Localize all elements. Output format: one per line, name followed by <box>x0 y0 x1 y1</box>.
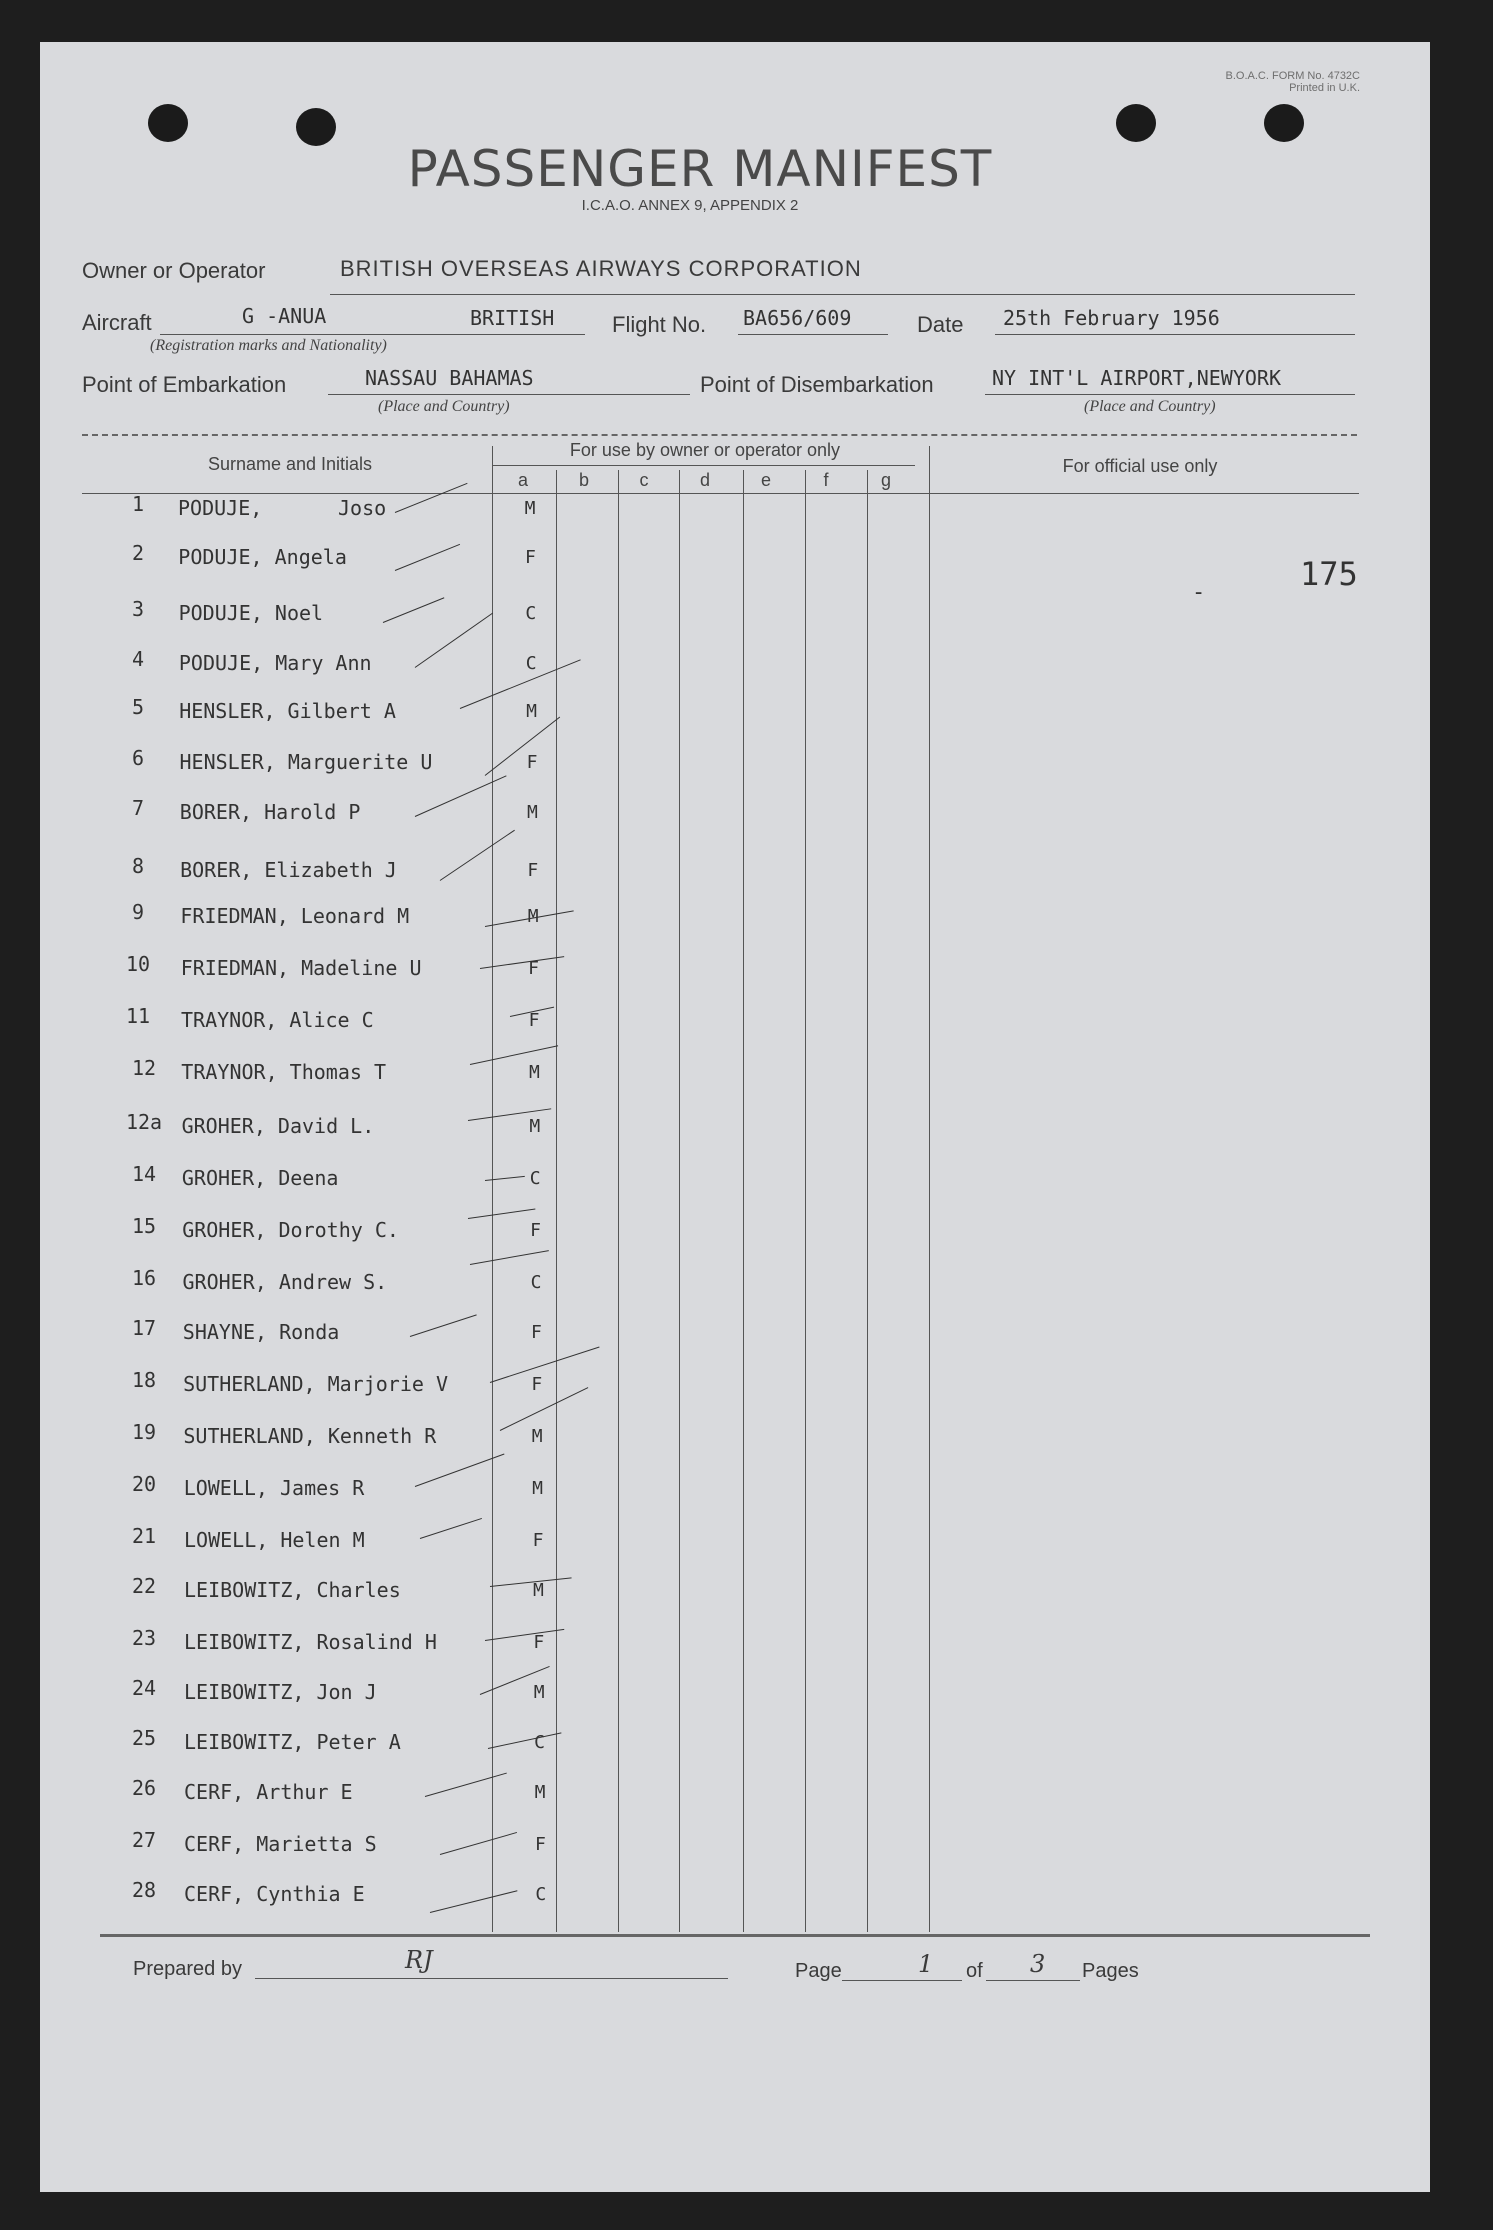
passenger-category: M <box>524 498 536 519</box>
passenger-category: M <box>534 1782 546 1803</box>
aircraft-label: Aircraft <box>82 310 152 335</box>
row-number: 22 <box>131 1574 157 1598</box>
row-number: 2 <box>131 541 145 565</box>
passenger-category: F <box>528 958 540 979</box>
page-subtitle: I.C.A.O. ANNEX 9, APPENDIX 2 <box>581 197 799 214</box>
passenger-category: F <box>530 1322 542 1343</box>
passenger-category: C <box>535 1884 547 1905</box>
header-bottom-rule <box>82 493 1359 494</box>
column-divider <box>867 470 868 1932</box>
flight-label: Flight No. <box>612 312 707 337</box>
row-number: 12 <box>131 1056 157 1080</box>
row-number: 14 <box>131 1162 157 1186</box>
passenger-category: C <box>530 1272 542 1293</box>
row-number: 20 <box>131 1472 157 1496</box>
passenger-name: FRIEDMAN, Leonard M <box>180 904 410 928</box>
column-header-b: b <box>578 470 589 490</box>
column-divider <box>618 470 619 1932</box>
passenger-name: BORER, Elizabeth J <box>180 858 397 882</box>
column-header-g: g <box>880 470 891 490</box>
passenger-name: LEIBOWITZ, Jon J <box>184 1680 377 1704</box>
page-number: 1 <box>918 1950 934 1978</box>
row-number: 27 <box>131 1828 157 1852</box>
disembarkation-note: (Place and Country) <box>1084 398 1216 415</box>
passenger-name: SHAYNE, Ronda <box>182 1320 340 1344</box>
passenger-category: F <box>524 547 536 568</box>
column-header-d: d <box>699 470 710 490</box>
column-divider <box>743 470 744 1932</box>
disembarkation-label: Point of Disembarkation <box>700 372 934 397</box>
passenger-name: PODUJE, Angela <box>178 545 347 569</box>
row-number: 16 <box>131 1266 157 1290</box>
passenger-category: M <box>527 906 539 927</box>
passenger-name: GROHER, Deena <box>181 1166 339 1190</box>
passenger-given-name: Joso <box>338 496 387 520</box>
row-number: 24 <box>131 1676 157 1700</box>
embarkation-underline <box>328 394 690 395</box>
passenger-category: C <box>529 1168 541 1189</box>
passenger-category: M <box>526 802 538 823</box>
passenger-category: M <box>532 1580 544 1601</box>
embarkation-note: (Place and Country) <box>378 398 510 415</box>
page-title: PASSENGER MANIFEST <box>407 140 993 198</box>
passenger-name: FRIEDMAN, Madeline U <box>180 956 422 980</box>
prepared-by-label: Prepared by <box>133 1958 242 1980</box>
disembarkation-value: NY INT'L AIRPORT,NEWYORK <box>992 366 1281 390</box>
passenger-category: F <box>527 860 539 881</box>
passenger-category: F <box>531 1374 543 1395</box>
of-label: of <box>966 1960 983 1982</box>
form-number-line: B.O.A.C. FORM No. 4732C <box>1225 70 1360 82</box>
prepared-by-signature: RJ <box>405 1946 433 1974</box>
passenger-name: LEIBOWITZ, Rosalind H <box>184 1630 437 1654</box>
column-header-a: a <box>517 470 528 490</box>
row-number: 6 <box>131 746 145 770</box>
row-number: 5 <box>131 695 145 719</box>
disembarkation-underline <box>985 394 1355 395</box>
passenger-category: M <box>528 1062 540 1083</box>
passenger-category: F <box>534 1834 546 1855</box>
passenger-category: M <box>526 701 538 722</box>
passenger-name: CERF, Cynthia E <box>184 1882 365 1906</box>
column-divider <box>492 446 493 1932</box>
table-top-rule <box>82 434 1357 436</box>
official-number: 175 <box>1300 555 1358 593</box>
passenger-name: PODUJE, Mary Ann <box>178 651 372 675</box>
passenger-category: F <box>526 752 538 773</box>
punch-hole-3 <box>1116 104 1156 142</box>
table-bottom-rule <box>100 1934 1370 1937</box>
official-column-header: For official use only <box>1062 456 1218 476</box>
flight-date: 25th February 1956 <box>1003 306 1220 330</box>
row-number: 28 <box>131 1878 157 1902</box>
passenger-name: LOWELL, James R <box>183 1476 365 1500</box>
row-number: 12a <box>125 1110 163 1134</box>
punch-hole-1 <box>148 104 188 142</box>
owner-value: BRITISH OVERSEAS AIRWAYS CORPORATION <box>340 256 862 281</box>
column-divider <box>805 470 806 1932</box>
passenger-category: M <box>531 1426 543 1447</box>
passenger-name: HENSLER, Gilbert A <box>179 699 396 723</box>
form-print-line: Printed in U.K. <box>1289 82 1360 94</box>
passenger-name: PODUJE, Noel <box>178 601 324 625</box>
passenger-category: M <box>529 1116 541 1137</box>
name-column-header: Surname and Initials <box>207 454 373 474</box>
row-number: 7 <box>131 796 145 820</box>
passenger-name: TRAYNOR, Alice C <box>181 1008 374 1032</box>
passenger-name: CERF, Arthur E <box>184 1780 353 1804</box>
passenger-category: F <box>533 1632 545 1653</box>
row-number: 1 <box>131 492 145 516</box>
pages-label: Pages <box>1082 1960 1139 1982</box>
passenger-name: GROHER, Dorothy C. <box>182 1218 399 1242</box>
passenger-name: GROHER, David L. <box>181 1114 375 1138</box>
passenger-name: PODUJE, <box>178 496 263 520</box>
passenger-category: F <box>528 1010 540 1031</box>
prepared-by-underline <box>255 1978 728 1979</box>
total-pages: 3 <box>1030 1950 1046 1978</box>
flight-number: BA656/609 <box>743 306 852 330</box>
column-header-e: e <box>760 470 771 490</box>
passenger-name: SUTHERLAND, Kenneth R <box>183 1424 437 1448</box>
row-number: 11 <box>125 1004 151 1028</box>
aircraft-note: (Registration marks and Nationality) <box>150 337 387 354</box>
passenger-name: SUTHERLAND, Marjorie V <box>183 1372 448 1396</box>
passenger-name: LEIBOWITZ, Charles <box>184 1578 401 1602</box>
operator-column-header: For use by owner or operator only <box>569 440 841 460</box>
embarkation-value: NASSAU BAHAMAS <box>365 366 534 390</box>
row-number: 17 <box>131 1316 157 1340</box>
row-number: 10 <box>125 952 151 976</box>
passenger-category: C <box>534 1732 546 1753</box>
passenger-name: LOWELL, Helen M <box>184 1528 365 1552</box>
passenger-name: CERF, Marietta S <box>184 1832 377 1856</box>
row-number: 19 <box>131 1420 157 1444</box>
passenger-name: HENSLER, Marguerite U <box>179 750 433 774</box>
column-divider <box>556 470 557 1932</box>
row-number: 25 <box>131 1726 157 1750</box>
page-label: Page <box>795 1960 842 1982</box>
date-underline <box>995 334 1355 335</box>
passenger-category: F <box>530 1220 542 1241</box>
row-number: 26 <box>131 1776 157 1800</box>
aircraft-nationality: BRITISH <box>470 306 555 330</box>
official-mark: - <box>1192 580 1206 605</box>
passenger-category: F <box>532 1530 544 1551</box>
form-number <box>1226 70 1360 94</box>
row-number: 3 <box>131 597 145 621</box>
row-number: 15 <box>131 1214 157 1238</box>
page-underline <box>842 1980 962 1981</box>
punch-hole-4 <box>1264 104 1304 142</box>
flight-underline <box>738 334 888 335</box>
aircraft-underline <box>160 334 585 335</box>
passenger-category: C <box>525 653 537 674</box>
row-number: 18 <box>131 1368 157 1392</box>
embarkation-label: Point of Embarkation <box>82 372 287 397</box>
column-header-c: c <box>639 470 649 490</box>
passenger-name: GROHER, Andrew S. <box>182 1270 388 1294</box>
passenger-category: M <box>532 1478 544 1499</box>
row-number: 21 <box>131 1524 157 1548</box>
passenger-name: BORER, Harold P <box>179 800 361 824</box>
passenger-name: TRAYNOR, Thomas T <box>181 1060 386 1084</box>
row-number: 9 <box>131 900 145 924</box>
operator-header-underline <box>493 465 915 466</box>
date-label: Date <box>917 312 964 337</box>
column-divider <box>929 446 930 1932</box>
passenger-category: C <box>525 603 537 624</box>
owner-label: Owner or Operator <box>82 258 266 283</box>
passenger-category: M <box>533 1682 545 1703</box>
owner-underline <box>330 294 1355 295</box>
total-underline <box>986 1980 1080 1981</box>
aircraft-registration: G -ANUA <box>242 304 327 328</box>
row-number: 8 <box>131 854 145 878</box>
column-divider <box>679 470 680 1932</box>
column-header-f: f <box>823 470 829 490</box>
passenger-name: LEIBOWITZ, Peter A <box>184 1730 401 1754</box>
row-number: 23 <box>131 1626 157 1650</box>
row-number: 4 <box>131 647 145 671</box>
